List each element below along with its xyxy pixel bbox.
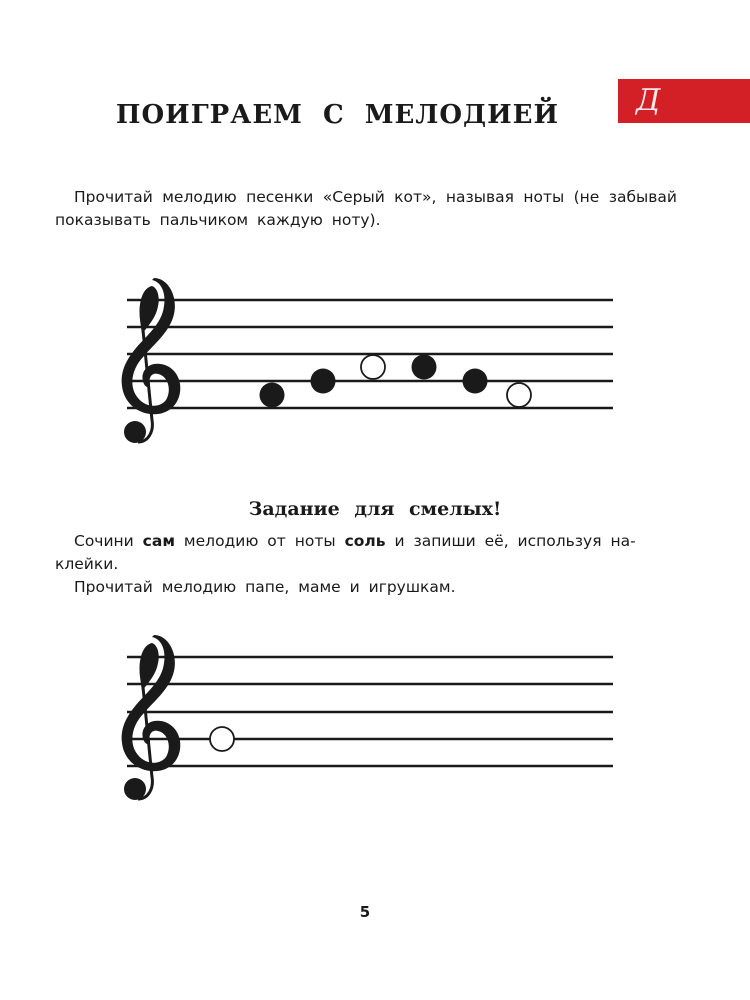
intro-line-1: Прочитай мелодию песенки «Серый кот», называя ноты (не забывай: [74, 188, 677, 206]
treble-clef-icon: [122, 635, 181, 800]
note-open-sol: [210, 727, 234, 751]
melody-notes: [210, 727, 234, 751]
emphasis-sam: сам: [142, 532, 175, 550]
page-number: 5: [359, 903, 371, 921]
challenge-paragraph-1: Сочини сам мелодию от ноты соль и запиши её, используя на- клейки.: [55, 532, 636, 573]
challenge-title: Задание для смелых!: [248, 498, 502, 520]
staff-lines: [127, 657, 613, 766]
section-letter: Д: [636, 83, 661, 118]
emphasis-sol: соль: [344, 532, 386, 550]
intro-line-2: показывать пальчиком каждую ноту).: [55, 211, 381, 229]
page-title: ПОИГРАЕМ С МЕЛОДИЕЙ: [115, 100, 560, 130]
challenge-paragraph-2: Прочитай мелодию папе, маме и игрушкам.: [74, 578, 456, 596]
